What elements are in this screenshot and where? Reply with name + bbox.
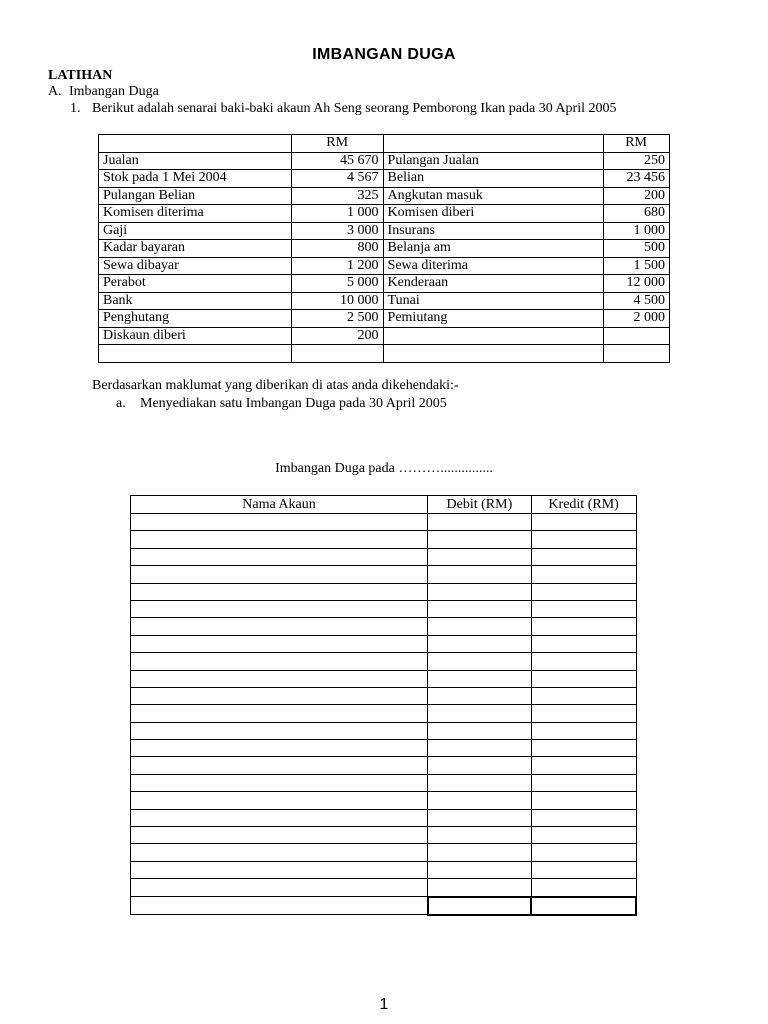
account-name-cell (131, 705, 428, 722)
table-cell (383, 135, 604, 153)
answer-row (131, 809, 637, 826)
debit-cell (428, 861, 532, 878)
amount-header-right: RM (604, 135, 670, 153)
account-name-cell (131, 687, 428, 704)
credit-cell (531, 740, 636, 757)
answer-row (131, 514, 637, 531)
amount-right: 4 500 (604, 292, 670, 310)
debit-cell (428, 809, 532, 826)
credit-cell (531, 687, 636, 704)
trial-balance-title (0, 461, 768, 477)
question-text: Berikut adalah senarai baki-baki akaun Ah Seng seorang Pemborong Ikan pada 30 April 2005 (92, 101, 617, 116)
table-row (99, 310, 670, 328)
account-name-cell (131, 774, 428, 791)
answer-row (131, 827, 637, 844)
debit-cell (428, 548, 532, 565)
account-name-right: Kenderaan (383, 275, 604, 293)
amount-left: 45 670 (291, 152, 383, 170)
credit-cell (531, 861, 636, 878)
amount-left: 4 567 (291, 170, 383, 188)
account-name-right: Komisen diberi (383, 205, 604, 223)
answer-row (131, 635, 637, 652)
account-name-left: Komisen diterima (99, 205, 292, 223)
table-row (99, 240, 670, 258)
credit-cell (531, 635, 636, 652)
answer-row (131, 861, 637, 878)
amount-left: 3 000 (291, 222, 383, 240)
task-label: a. (116, 396, 126, 411)
amount-right (604, 345, 670, 363)
amount-header-left: RM (291, 135, 383, 153)
debit-cell (428, 879, 532, 897)
account-name-cell (131, 792, 428, 809)
answer-row (131, 548, 637, 565)
column-header-account-name: Nama Akaun (131, 496, 428, 514)
credit-cell (531, 531, 636, 548)
table-row (99, 205, 670, 223)
amount-left: 10 000 (291, 292, 383, 310)
table-row (99, 327, 670, 345)
account-name-cell (131, 600, 428, 617)
account-name-left: Pulangan Belian (99, 187, 292, 205)
answer-row (131, 844, 637, 861)
credit-cell (531, 879, 636, 897)
answer-row (131, 583, 637, 600)
account-name-cell (131, 618, 428, 635)
amount-right (604, 327, 670, 345)
amount-right: 23 456 (604, 170, 670, 188)
debit-cell (428, 566, 532, 583)
amount-right: 500 (604, 240, 670, 258)
amount-left: 1 000 (291, 205, 383, 223)
amount-right: 2 000 (604, 310, 670, 328)
sub-section-label: A. (48, 84, 62, 99)
debit-cell (428, 600, 532, 617)
account-name-left: Jualan (99, 152, 292, 170)
answer-row (131, 653, 637, 670)
account-name-cell (131, 844, 428, 861)
task-text: Menyediakan satu Imbangan Duga pada 30 April 2005 (140, 396, 447, 411)
sub-section-heading (48, 84, 159, 100)
credit-cell (531, 514, 636, 531)
answer-row (131, 774, 637, 791)
account-name-right: Angkutan masuk (383, 187, 604, 205)
credit-cell (531, 827, 636, 844)
trial-balance-form-table (130, 495, 637, 916)
amount-left (291, 345, 383, 363)
account-name-cell (131, 827, 428, 844)
debit-cell (428, 583, 532, 600)
credit-cell (531, 774, 636, 791)
credit-cell (531, 600, 636, 617)
answer-row (131, 531, 637, 548)
account-name-cell (131, 879, 428, 897)
credit-cell (531, 897, 636, 915)
answer-row (131, 705, 637, 722)
account-name-cell (131, 566, 428, 583)
account-name-left: Penghutang (99, 310, 292, 328)
account-name-cell (131, 861, 428, 878)
account-name-right: Belanja am (383, 240, 604, 258)
amount-right: 1 000 (604, 222, 670, 240)
account-name-left: Kadar bayaran (99, 240, 292, 258)
amount-right: 1 500 (604, 257, 670, 275)
account-name-right: Sewa diterima (383, 257, 604, 275)
account-name-right: Pulangan Jualan (383, 152, 604, 170)
debit-cell (428, 635, 532, 652)
debit-cell (428, 618, 532, 635)
account-name-right: Belian (383, 170, 604, 188)
table-row (99, 170, 670, 188)
answer-row (131, 879, 637, 897)
amount-left: 800 (291, 240, 383, 258)
trial-balance-title-text: Imbangan Duga pada ………............... (275, 461, 493, 476)
table-row (99, 152, 670, 170)
total-row (131, 897, 637, 915)
credit-cell (531, 548, 636, 565)
question-1 (70, 101, 616, 117)
amount-left: 200 (291, 327, 383, 345)
page-title: IMBANGAN DUGA (312, 46, 456, 63)
table-row (99, 257, 670, 275)
account-name-cell (131, 583, 428, 600)
amount-left: 2 500 (291, 310, 383, 328)
debit-cell (428, 722, 532, 739)
table-row (99, 275, 670, 293)
account-name-cell (131, 514, 428, 531)
credit-cell (531, 566, 636, 583)
account-name-cell (131, 653, 428, 670)
debit-cell (428, 757, 532, 774)
debit-cell (428, 687, 532, 704)
section-heading: LATIHAN (48, 68, 113, 83)
debit-cell (428, 531, 532, 548)
amount-right: 12 000 (604, 275, 670, 293)
debit-cell (428, 705, 532, 722)
account-name-cell (131, 635, 428, 652)
answer-row (131, 740, 637, 757)
table-row (99, 292, 670, 310)
table-row (99, 187, 670, 205)
answer-row (131, 618, 637, 635)
credit-cell (531, 670, 636, 687)
account-name-right: Pemiutang (383, 310, 604, 328)
answer-row (131, 792, 637, 809)
credit-cell (531, 792, 636, 809)
debit-cell (428, 514, 532, 531)
account-name-left: Stok pada 1 Mei 2004 (99, 170, 292, 188)
sub-section-text: Imbangan Duga (69, 84, 159, 99)
answer-row (131, 566, 637, 583)
table-row (99, 345, 670, 363)
debit-cell (428, 670, 532, 687)
account-name-left: Bank (99, 292, 292, 310)
credit-cell (531, 809, 636, 826)
amount-left: 5 000 (291, 275, 383, 293)
answer-row (131, 687, 637, 704)
account-name-right: Insurans (383, 222, 604, 240)
amount-right: 680 (604, 205, 670, 223)
amount-left: 1 200 (291, 257, 383, 275)
answer-row (131, 722, 637, 739)
account-name-right (383, 345, 604, 363)
credit-cell (531, 722, 636, 739)
account-name-left: Sewa dibayar (99, 257, 292, 275)
account-name-cell (131, 531, 428, 548)
debit-cell (428, 774, 532, 791)
account-name-cell (131, 740, 428, 757)
credit-cell (531, 844, 636, 861)
question-number: 1. (70, 101, 81, 116)
debit-cell (428, 740, 532, 757)
debit-cell (428, 897, 532, 915)
column-header-debit: Debit (RM) (428, 496, 532, 514)
account-name-left: Gaji (99, 222, 292, 240)
credit-cell (531, 583, 636, 600)
account-name-left (99, 345, 292, 363)
credit-cell (531, 653, 636, 670)
table-header-row (131, 496, 637, 514)
credit-cell (531, 757, 636, 774)
amount-left: 325 (291, 187, 383, 205)
account-name-cell (131, 670, 428, 687)
account-name-cell (131, 757, 428, 774)
account-balances-table (98, 134, 670, 363)
account-name-cell (131, 548, 428, 565)
debit-cell (428, 844, 532, 861)
table-header-row (99, 135, 670, 153)
account-name-right: Tunai (383, 292, 604, 310)
answer-row (131, 600, 637, 617)
answer-row (131, 670, 637, 687)
task-a (116, 396, 447, 412)
account-name-cell (131, 897, 428, 915)
account-name-cell (131, 722, 428, 739)
amount-right: 200 (604, 187, 670, 205)
table-cell (99, 135, 292, 153)
account-name-left: Diskaun diberi (99, 327, 292, 345)
amount-right: 250 (604, 152, 670, 170)
instruction-text: Berdasarkan maklumat yang diberikan di atas anda dikehendaki:- (92, 378, 459, 393)
account-name-left: Perabot (99, 275, 292, 293)
page-number: 1 (379, 996, 389, 1013)
account-name-cell (131, 809, 428, 826)
table-row (99, 222, 670, 240)
credit-cell (531, 705, 636, 722)
credit-cell (531, 618, 636, 635)
debit-cell (428, 827, 532, 844)
debit-cell (428, 792, 532, 809)
account-name-right (383, 327, 604, 345)
answer-row (131, 757, 637, 774)
column-header-credit: Kredit (RM) (531, 496, 636, 514)
debit-cell (428, 653, 532, 670)
